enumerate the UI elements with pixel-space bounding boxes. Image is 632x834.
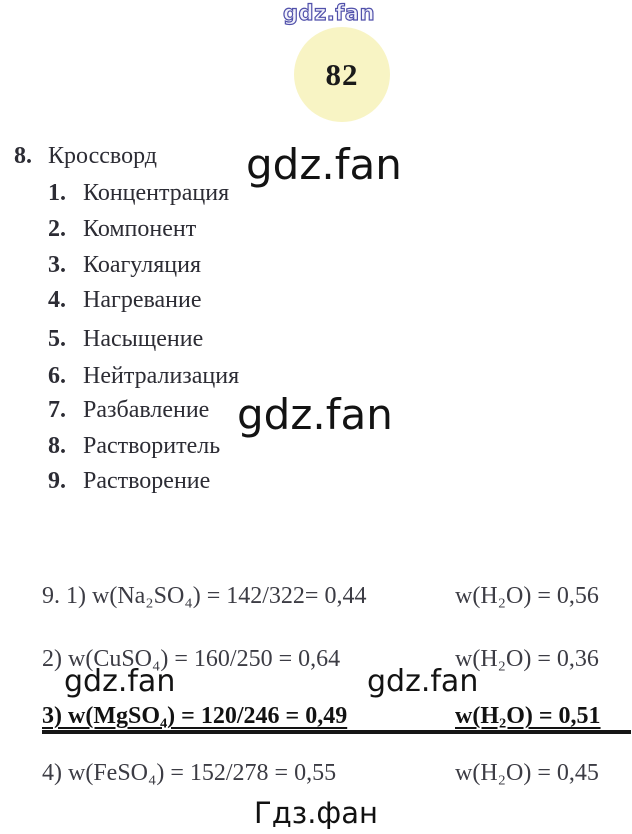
list-item [48,324,203,354]
list-item [48,395,209,425]
watermark-large-2: gdz.fan [237,390,393,439]
item-number: 1. [48,180,66,206]
list-item [48,431,220,461]
item-label: Концентрация [83,180,230,206]
task-number: 8. [14,143,32,169]
solution-row-1 [42,581,631,611]
solution-right: w(H₂O) = 0,56 [455,583,599,609]
item-number: 2. [48,216,66,242]
solution-right: w(H₂O) = 0,51 [455,703,601,729]
item-label: Нагревание [83,287,202,313]
list-item [48,285,202,315]
watermark-small-1: gdz.fan [64,664,176,699]
task-title: Кроссворд [48,143,157,169]
watermark-large-1: gdz.fan [246,140,402,189]
item-number: 7. [48,397,66,423]
item-label: Нейтрализация [83,363,240,389]
list-item [48,250,201,280]
page-number: 82 [325,56,359,92]
item-number: 4. [48,287,66,313]
item-label: Компонент [83,216,197,242]
solution-left: 4) w(FeSO₄) = 152/278 = 0,55 [42,760,337,786]
item-number: 3. [48,252,66,278]
item-number: 8. [48,433,66,459]
list-item [48,214,196,244]
watermark-small-2: gdz.fan [367,664,479,699]
solution-right: w(H₂O) = 0,45 [455,760,599,786]
solution-left: 3) w(MgSO₄) = 120/246 = 0,49 [42,703,348,729]
solution-right: w(H₂O) = 0,36 [455,646,599,672]
solution-left: 9. 1) w(Na₂SO₄) = 142/322= 0,44 [42,583,367,609]
task-header [14,141,157,171]
item-label: Разбавление [83,397,210,423]
page-number-badge [294,27,390,122]
solution-row-3 [42,701,631,734]
solution-row-4 [42,758,631,788]
list-item [48,178,229,208]
item-number: 6. [48,363,66,389]
item-label: Насыщение [83,326,204,352]
list-item [48,466,210,496]
item-number: 5. [48,326,66,352]
footer-watermark: Гдз.фан [254,796,378,830]
watermark-top: gdz.fan [283,1,376,25]
item-label: Растворитель [83,433,221,459]
solution-left: 2) w(CuSO₄) = 160/250 = 0,64 [42,646,341,672]
list-item [48,361,239,391]
item-label: Коагуляция [83,252,201,278]
item-label: Растворение [83,468,211,494]
item-number: 9. [48,468,66,494]
